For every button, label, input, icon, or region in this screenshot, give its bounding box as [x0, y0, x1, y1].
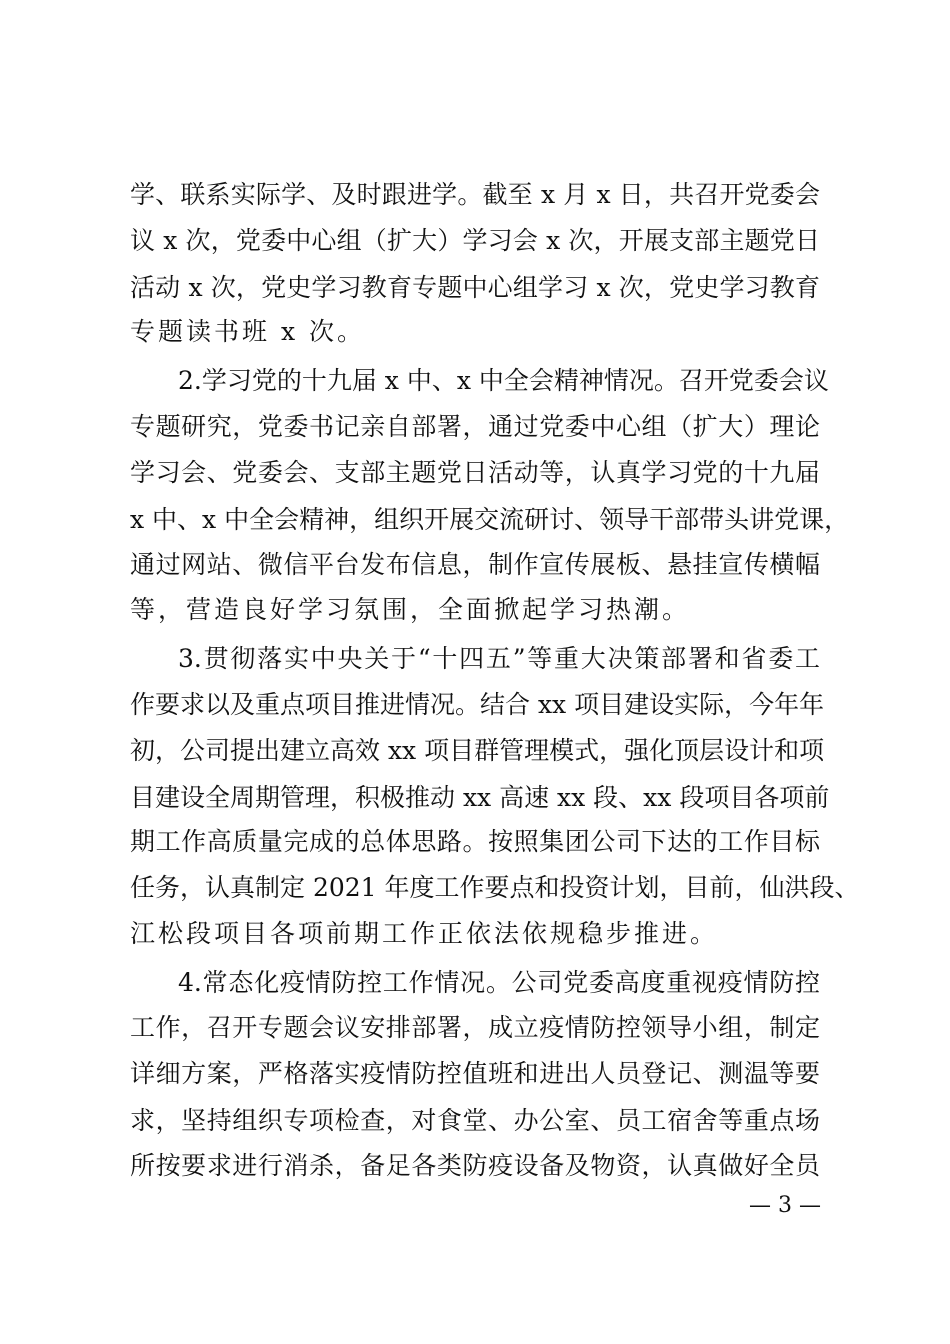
text-line: 求，坚持组织专项检查，对食堂、办公室、员工宿舍等重点场: [130, 1106, 820, 1135]
text-line: x 中、x 中全会精神，组织开展交流研讨、领导干部带头讲党课，: [130, 505, 850, 534]
paragraph-heading-line: 4.常态化疫情防控工作情况。公司党委高度重视疫情防控: [178, 968, 820, 997]
text-line: 期工作高质量完成的总体思路。按照集团公司下达的工作目标: [130, 827, 820, 856]
paragraph-heading-line: 3.贯彻落实中央关于“十四五”等重大决策部署和省委工: [178, 644, 820, 673]
text-line: 学、联系实际学、及时跟进学。截至 x 月 x 日，共召开党委会: [130, 180, 820, 209]
text-line: 学习会、党委会、支部主题党日活动等，认真学习党的十九届: [130, 458, 820, 487]
text-line: 等，营造良好学习氛围，全面掀起学习热潮。: [130, 595, 691, 624]
text-line: 活动 x 次，党史学习教育专题中心组学习 x 次，党史学习教育: [130, 273, 820, 302]
paragraph-heading-line: 2.学习党的十九届 x 中、x 中全会精神情况。召开党委会议: [178, 366, 829, 395]
text-line: 所按要求进行消杀，备足各类防疫设备及物资，认真做好全员: [130, 1151, 820, 1180]
text-line: 作要求以及重点项目推进情况。结合 xx 项目建设实际，今年年: [130, 690, 825, 719]
text-line: 任务，认真制定 2021 年度工作要点和投资计划，目前，仙洪段、: [130, 873, 860, 902]
text-line: 江松段项目各项前期工作正依法依规稳步推进。: [130, 919, 719, 948]
text-line: 工作，召开专题会议安排部署，成立疫情防控领导小组，制定: [130, 1013, 820, 1042]
text-line: 目建设全周期管理，积极推动 xx 高速 xx 段、xx 段项目各项前: [130, 783, 830, 812]
text-line: 专题研究，党委书记亲自部署，通过党委中心组（扩大）理论: [130, 412, 820, 441]
text-line: 初，公司提出建立高效 xx 项目群管理模式，强化顶层设计和项: [130, 736, 825, 765]
page-number: — 3 —: [749, 1193, 821, 1218]
text-line: 专题读书班 x 次。: [130, 317, 365, 346]
text-line: 详细方案，严格落实疫情防控值班和进出人员登记、测温等要: [130, 1059, 820, 1088]
text-line: 通过网站、微信平台发布信息，制作宣传展板、悬挂宣传横幅: [130, 550, 820, 579]
text-line: 议 x 次，党委中心组（扩大）学习会 x 次，开展支部主题党日: [130, 226, 820, 255]
